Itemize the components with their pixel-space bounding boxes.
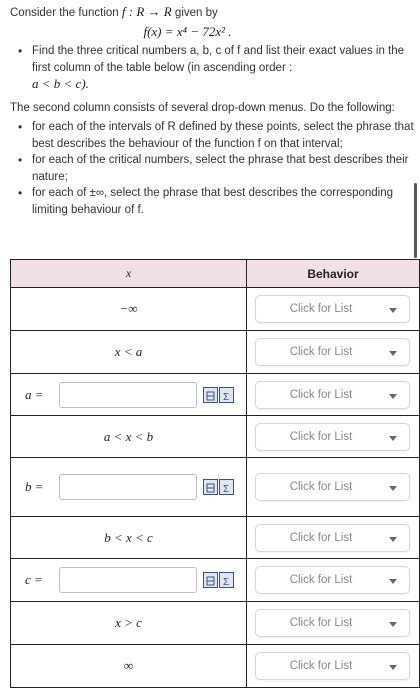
select-placeholder: Click for List [289, 430, 353, 443]
instructions-paragraph: The second column consists of several drop-down menus. Do the following: [10, 101, 395, 114]
critical-b-input[interactable] [59, 474, 197, 500]
chevron-down-icon [389, 436, 397, 441]
svg-text:Σ: Σ [223, 391, 230, 403]
label-c-equals: c = [25, 572, 43, 587]
header-behavior: Behavior [247, 260, 420, 288]
row-label-neg-infinity: −∞ [11, 288, 247, 331]
graph-tool-icon[interactable] [203, 387, 218, 403]
scrollbar[interactable] [414, 183, 417, 258]
behavior-select[interactable] [255, 473, 410, 501]
behavior-select[interactable] [255, 338, 410, 366]
intro-text: Consider the function [10, 7, 119, 19]
function-formula: f(x) = x⁴ − 72x² . [143, 24, 232, 39]
function-signature: f : R → R [121, 4, 172, 19]
behavior-select[interactable] [255, 524, 410, 552]
label-a-equals: a = [25, 386, 44, 402]
ordering-condition: a < b < c). [32, 76, 89, 91]
graph-tool-icon[interactable] [203, 572, 218, 588]
chevron-down-icon [389, 665, 397, 670]
row-label-b-lt-x-lt-c: b < x < c [11, 517, 247, 559]
chevron-down-icon [389, 537, 397, 542]
behavior-select[interactable] [255, 652, 410, 680]
chevron-down-icon [389, 622, 397, 627]
task-text: Find the three critical numbers a, b, c of f and list their exact values in the first column of the table below (in ascending order : [32, 45, 405, 74]
critical-c-input[interactable] [59, 567, 197, 593]
row-label-x-gt-c: x > c [11, 602, 247, 645]
select-placeholder: Click for List [289, 617, 353, 629]
graph-tool-icon[interactable] [203, 479, 218, 495]
task-bullet-infinity: • for each of ±∞, select the phrase that best describes the corresponding limiting behaviour of f. [32, 185, 415, 218]
svg-text:Σ: Σ [223, 484, 230, 495]
task-bullet-critical [32, 43, 415, 94]
intro-line [10, 4, 415, 21]
task-bullet-intervals: • for each of the intervals of R defined by these points, select the phrase that best describes the behaviour of the function f on that interval; [32, 119, 415, 152]
chevron-down-icon [389, 308, 397, 313]
header-x: x [11, 260, 247, 288]
behavior-select[interactable] [255, 381, 410, 409]
table-header [11, 260, 420, 288]
formula-editor-icon[interactable] [219, 479, 234, 495]
table-row [11, 331, 420, 374]
table-row [11, 458, 420, 517]
table-row [11, 374, 420, 416]
problem-statement [10, 4, 415, 218]
table-row [11, 645, 420, 688]
select-placeholder: Click for List [289, 481, 353, 493]
row-label-pos-infinity: ∞ [11, 645, 247, 688]
behavior-select[interactable] [255, 609, 410, 637]
select-placeholder: Click for List [289, 303, 353, 315]
svg-text:Σ: Σ [223, 577, 230, 588]
critical-a-input[interactable] [59, 382, 197, 408]
chevron-down-icon [389, 579, 397, 584]
chevron-down-icon [389, 351, 397, 356]
behavior-select[interactable] [255, 295, 410, 323]
behavior-select[interactable] [255, 423, 410, 451]
formula-editor-icon[interactable] [219, 387, 234, 403]
select-placeholder: Click for List [289, 531, 353, 544]
table-row [11, 602, 420, 645]
behavior-table [10, 259, 420, 688]
row-label-x-lt-a: x < a [11, 331, 247, 374]
select-placeholder: Click for List [289, 574, 353, 586]
select-placeholder: Click for List [289, 346, 353, 358]
table-row [11, 517, 420, 559]
chevron-down-icon [389, 394, 397, 399]
chevron-down-icon [389, 486, 397, 491]
given-by-text: given by [174, 7, 218, 19]
table-row [11, 559, 420, 602]
behavior-select[interactable] [255, 566, 410, 594]
table-row [11, 416, 420, 458]
select-placeholder: Click for List [289, 660, 353, 672]
row-label-a-lt-x-lt-b: a < x < b [11, 416, 247, 458]
label-b-equals: b = [25, 479, 44, 494]
task-list-1 [10, 43, 415, 94]
task-bullet-critical-nature: • for each of the critical numbers, select the phrase that best describes their nature; [32, 152, 415, 185]
select-placeholder: Click for List [289, 388, 353, 401]
task-list-2 [10, 119, 415, 218]
formula-editor-icon[interactable] [219, 572, 234, 588]
table-row [11, 288, 420, 331]
